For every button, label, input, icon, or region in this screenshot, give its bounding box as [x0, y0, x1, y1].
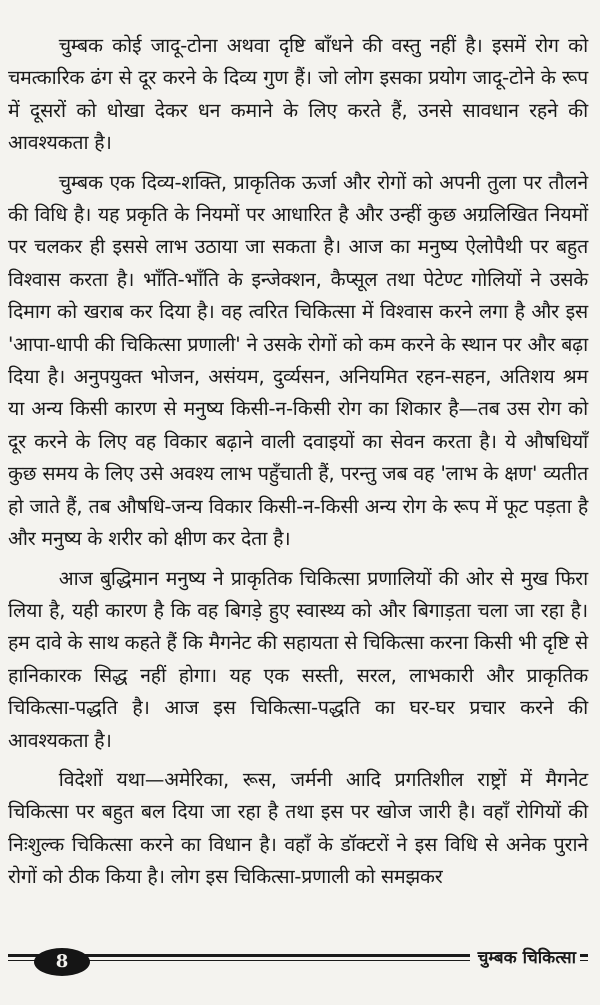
- paragraph-1: चुम्बक कोई जादू-टोना अथवा दृष्टि बाँधने की वस्तु नहीं है। इसमें रोग को चमत्कारिक ढंग से दूर करने के दिव्य गुण हैं। जो लोग इसका प्रयोग जादू-टोने के रूप में दूसरों को धोखा देकर धन कमाने के लिए करते हैं, उनसे सावधान रहने की आवश्यकता है।: [8, 34, 588, 155]
- paragraph-4: विदेशों यथा—अमेरिका, रूस, जर्मनी आदि प्रगतिशील राष्ट्रों में मैगनेट चिकित्सा पर बहुत बल दिया जा रहा है तथा इस पर खोज जारी है। वहाँ रोगियों की निःशुल्क चिकित्सा करने का विधान है। वहाँ के डॉक्टरों ने इस विधि से अनेक पुराने रोगों को ठीक किया है। लोग इस चिकित्सा-प्रणाली को समझकर: [8, 767, 588, 889]
- running-title: चुम्बक चिकित्सा: [470, 946, 580, 970]
- page-footer: [8, 944, 588, 988]
- paragraph-3: आज बुद्धिमान मनुष्य ने प्राकृतिक चिकित्सा प्रणालियों की ओर से मुख फिरा लिया है, यही कारण है कि वह बिगड़े हुए स्वास्थ्य को और बिगाड़ता चला जा रहा है। हम दावे के साथ कहते हैं कि मैगनेट की सहायता से चिकित्सा करना किसी भी दृष्टि से हानिकारक सिद्ध नहीं होगा। यह एक सस्ती, सरल, लाभकारी और प्राकृतिक चिकित्सा-पद्धति है। आज इस चिकित्सा-पद्धति का घर-घर प्रचार करने की आवश्यकता है।: [8, 566, 588, 752]
- paragraph-2: चुम्बक एक दिव्य-शक्ति, प्राकृतिक ऊर्जा और रोगों को अपनी तुला पर तौलने की विधि है। यह प्रकृति के नियमों पर आधारित है और उन्हीं कुछ अग्रलिखित नियमों पर चलकर ही इससे लाभ उठाया जा सकता है। आज का मनुष्य ऐलोपैथी पर बहुत विश्वास करता है। भाँति-भाँति के इन्जेक्शन, कैप्सूल तथा पेटेण्ट गोलियों ने उसके दिमाग को खराब कर दिया है। वह त्वरित चिकित्सा में विश्वास करने लगा है और इस 'आपा-धापी की चिकित्सा प्रणाली' ने उसके रोगों को कम करने के स्थान पर और बढ़ा दिया है। अनुपयुक्त भोजन, असंयम, दुर्व्यसन, अनियमित रहन-सहन, अतिशय श्रम या अन्य किसी कारण से मनुष्य किसी-न-किसी रोग का शिकार है—तब उस रोग को दूर करने के लिए वह विकार बढ़ाने वाली दवाइयों का सेवन करता है। ये औषधियाँ कुछ समय के लिए उसे अवश्य लाभ पहुँचाती हैं, परन्तु जब वह 'लाभ के क्षण' व्यतीत हो जाते हैं, तब औषधि-जन्य विकार किसी-न-किसी अन्य रोग के रूप में फूट पड़ता है और मनुष्य के शरीर को क्षीण कर देता है।: [8, 170, 588, 551]
- body-text: [8, 30, 588, 894]
- page-number-badge: 8: [34, 948, 90, 976]
